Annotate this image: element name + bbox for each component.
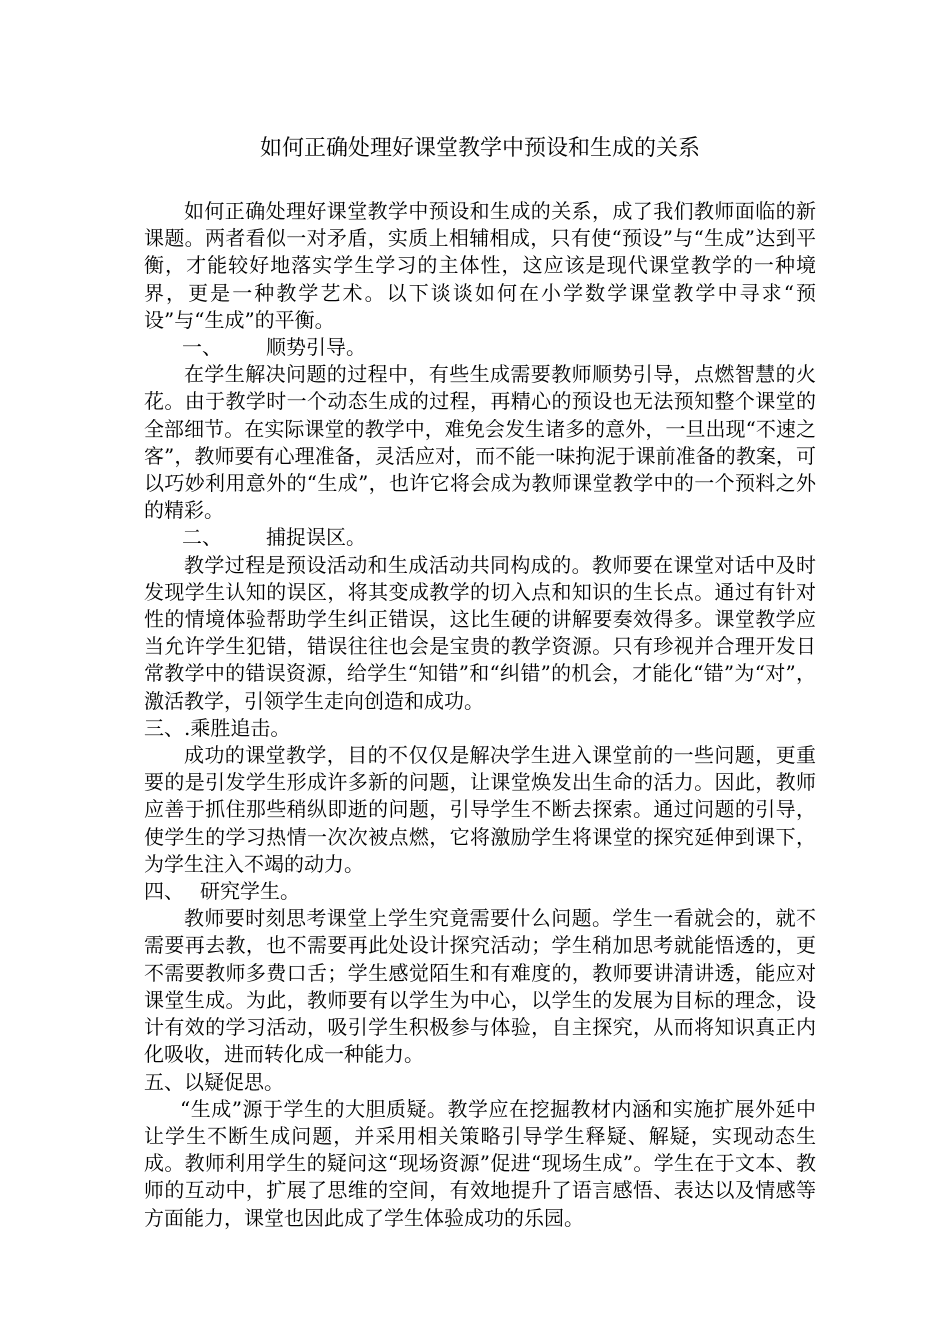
section-heading-3 — [144, 715, 816, 742]
section-number: 五、 — [144, 1069, 184, 1094]
section-heading-2 — [144, 524, 816, 551]
section-paragraph-3: 成功的课堂教学，目的不仅仅是解决学生进入课堂前的一些问题，更重要的是引发学生形成许多新的问题，让课堂焕发出生命的活力。因此，教师应善于抓住那些稍纵即逝的问题，引导学生不断去探索。通过问题的引导，使学生的学习热情一次次被点燃，它将激励学生将课堂的探究延伸到课下，为学生注入不竭的动力。 — [144, 743, 816, 876]
section-title: 捕捉误区。 — [266, 525, 366, 550]
section-number: 二、 — [182, 525, 222, 550]
section-number: 一、 — [182, 335, 222, 360]
section-heading-5 — [144, 1069, 816, 1096]
section-paragraph-2: 教学过程是预设活动和生成活动共同构成的。教师要在课堂对话中及时发现学生认知的误区，将其变成教学的切入点和知识的生长点。通过有针对性的情境体验帮助学生纠正错误，这比生硬的讲解要奏效得多。课堂教学应当允许学生犯错，错误往往也会是宝贵的教学资源。只有珍视并合理开发日常教学中的错误资源，给学生“知错”和“纠错”的机会，才能化“错”为“对”，激活教学，引领学生走向创造和成功。 — [144, 552, 816, 713]
document-title: 如何正确处理好课堂教学中预设和生成的关系 — [259, 136, 700, 161]
section-title: 研究学生。 — [200, 879, 300, 904]
intro-paragraph: 如何正确处理好课堂教学中预设和生成的关系，成了我们教师面临的新课题。两者看似一对矛盾，实质上相辅相成，只有使“预设”与“生成”达到平衡，才能较好地落实学生学习的主体性，这应该是现代课堂教学的一种境界，更是一种教学艺术。以下谈谈如何在小学数学课堂教学中寻求“预设”与“生成”的平衡。 — [144, 199, 816, 332]
section-number: 四、 — [144, 879, 184, 904]
section-heading-4 — [144, 878, 816, 905]
document-body — [144, 198, 816, 1232]
section-number: 三、 — [144, 715, 184, 740]
section-paragraph-1: 在学生解决问题的过程中，有些生成需要教师顺势引导，点燃智慧的火花。由于教学时一个动态生成的过程，再精心的预设也无法预知整个课堂的全部细节。在实际课堂的教学中，难免会发生诸多的意外，一旦出现“不速之客”，教师要有心理准备，灵活应对，而不能一味拘泥于课前准备的教案，可以巧妙利用意外的“生成”，也许它将会成为教师课堂教学中的一个预料之外的精彩。 — [144, 362, 816, 523]
section-paragraph-5: “生成”源于学生的大胆质疑。教学应在挖掘教材内涵和实施扩展外延中让学生不断生成问题，并采用相关策略引导学生释疑、解疑，实现动态生成。教师利用学生的疑问这“现场资源”促进“现场生成”。学生在于文本、教师的互动中，扩展了思维的空间，有效地提升了语言感悟、表达以及情感等方面能力，课堂也因此成了学生体验成功的乐园。 — [144, 1096, 816, 1230]
section-title: 顺势引导。 — [266, 335, 366, 360]
section-paragraph-4: 教师要时刻思考课堂上学生究竟需要什么问题。学生一看就会的，就不需要再去教，也不需要再此处设计探究活动；学生稍加思考就能悟透的，更不需要教师多费口舌；学生感觉陌生和有难度的，教师要讲清讲透，能应对课堂生成。为此，教师要有以学生为中心，以学生的发展为目标的理念，设计有效的学习活动，吸引学生积极参与体验，自主探究，从而将知识真正内化吸收，进而转化成一种能力。 — [144, 906, 816, 1067]
section-title: 以疑促思。 — [184, 1069, 284, 1094]
section-heading-1 — [144, 334, 816, 361]
section-title: .乘胜追击。 — [184, 715, 291, 740]
